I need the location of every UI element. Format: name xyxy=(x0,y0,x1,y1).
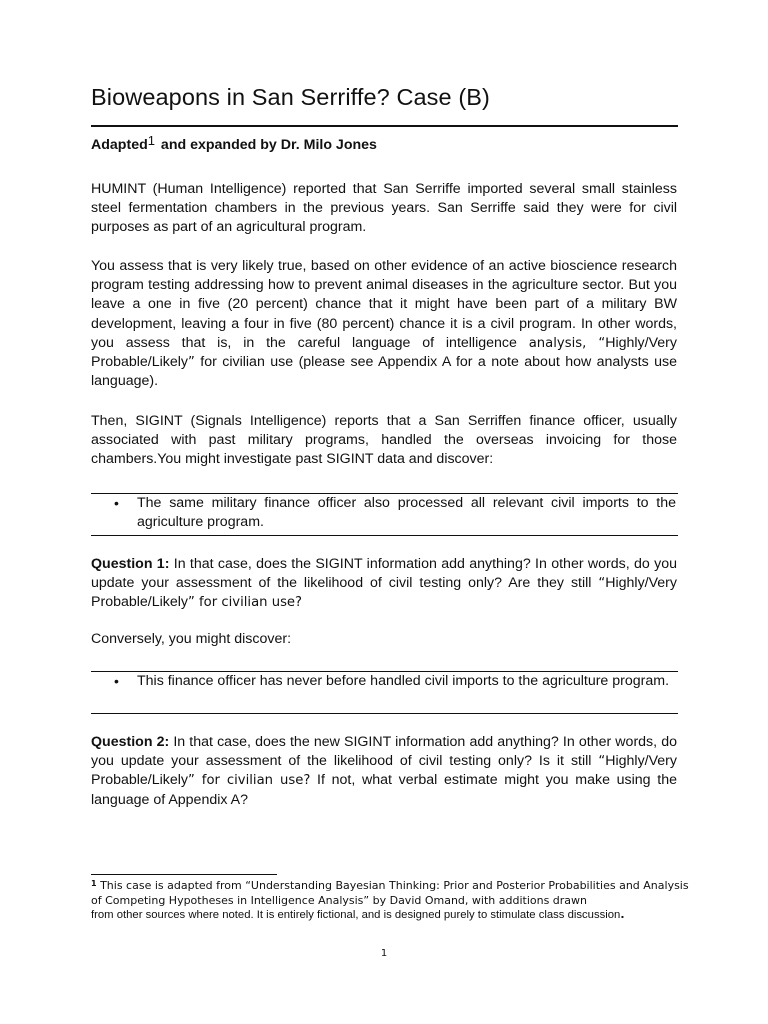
assessment-close-quote: ” xyxy=(188,355,195,371)
question-2-likely-phrase: Highly/Very Probable/Likely xyxy=(91,753,677,789)
question-1-likely-phrase: Highly/Very Probable/Likely xyxy=(91,575,677,611)
question-2-label: Question 2: xyxy=(91,734,170,750)
paragraph-assessment xyxy=(91,257,677,391)
page-number: 1 xyxy=(380,948,388,959)
footnote-reference[interactable]: 1 xyxy=(147,133,155,148)
footnote-number: 1 xyxy=(91,879,97,888)
paragraph-question-2 xyxy=(91,733,677,810)
question-1-label: Question 1: xyxy=(91,556,170,572)
footnote xyxy=(91,879,691,922)
question-2-end: If not, what verbal estimate might you make using the language of Appendix A? xyxy=(91,772,677,808)
footnote-text-2: from other sources where noted. It is entirely fictional, and is designed purely to stimulate class discussion xyxy=(91,909,621,921)
question-2-civilian: ” for civilian use? xyxy=(188,773,311,789)
question-2-open-quote: “ xyxy=(598,754,606,770)
assessment-text-end: for civilian use (please see Appendix A for a note about how analysts use language). xyxy=(91,354,677,390)
bullet-icon: • xyxy=(114,673,119,689)
paragraph-question-1 xyxy=(91,555,677,613)
footnote-text-1: This case is adapted from “Understanding Bayesian Thinking: Prior and Posterior Probabilities and Analysis of Competing Hypotheses in Intelligence Analysis” by David Omand, with additions drawn xyxy=(91,879,689,907)
byline xyxy=(91,133,377,153)
footnote-divider xyxy=(91,874,277,875)
page-title: Bioweapons in San Serriffe? Case (B) xyxy=(91,84,490,110)
byline-adapted: Adapted xyxy=(91,137,148,153)
paragraph-sigint: Then, SIGINT (Signals Intelligence) reports that a San Serriffen finance officer, usually associated with past military programs, handled the overseas invoicing for those chambers.You might investigate past SIGINT data and discover: xyxy=(91,413,677,468)
question-2-text: In that case, does the new SIGINT information add anything? In other words, do you update your assessment of the likelihood of civil testing only? Is it still xyxy=(91,734,677,770)
callout-text-2: This finance officer has never before handled civil imports to the agriculture program. xyxy=(137,673,670,689)
question-1-end: ” for civilian use? xyxy=(188,595,303,611)
assessment-analysis-word: analysis, “ xyxy=(528,335,606,351)
paragraph-humint: HUMINT (Human Intelligence) reported that San Serriffe imported several small stainless steel fermentation chambers in the previous years. San Serriffe said they were for civil purposes as part of an agricultural program. xyxy=(91,181,677,236)
footnote-period: . xyxy=(620,908,625,921)
callout-text-1: The same military finance officer also processed all relevant civil imports to the agriculture program. xyxy=(137,495,676,531)
assessment-likely-phrase: Highly/Very Probable/Likely xyxy=(91,334,677,371)
bullet-icon: • xyxy=(114,495,119,511)
title-divider xyxy=(91,125,678,127)
question-1-text: In that case, does the SIGINT information add anything? In other words, do you update your assessment of the likelihood of civil testing only? Are they still xyxy=(91,556,677,592)
question-1-open-quote: “ xyxy=(598,576,606,592)
callout-box-1 xyxy=(91,493,678,536)
assessment-text: You assess that is very likely true, based on other evidence of an active bioscience research program testing addressing how to prevent animal diseases in the agriculture sector. But you leave a one in five (20 percent) chance that it might have been part of a military BW development, leaving a four in five (80 percent) chance it is a civil program. In other words, you assess that is, in the careful language of intelligence xyxy=(91,258,677,351)
byline-author: and expanded by Dr. Milo Jones xyxy=(156,137,377,153)
paragraph-conversely: Conversely, you might discover: xyxy=(91,631,292,647)
callout-box-2 xyxy=(91,671,678,714)
